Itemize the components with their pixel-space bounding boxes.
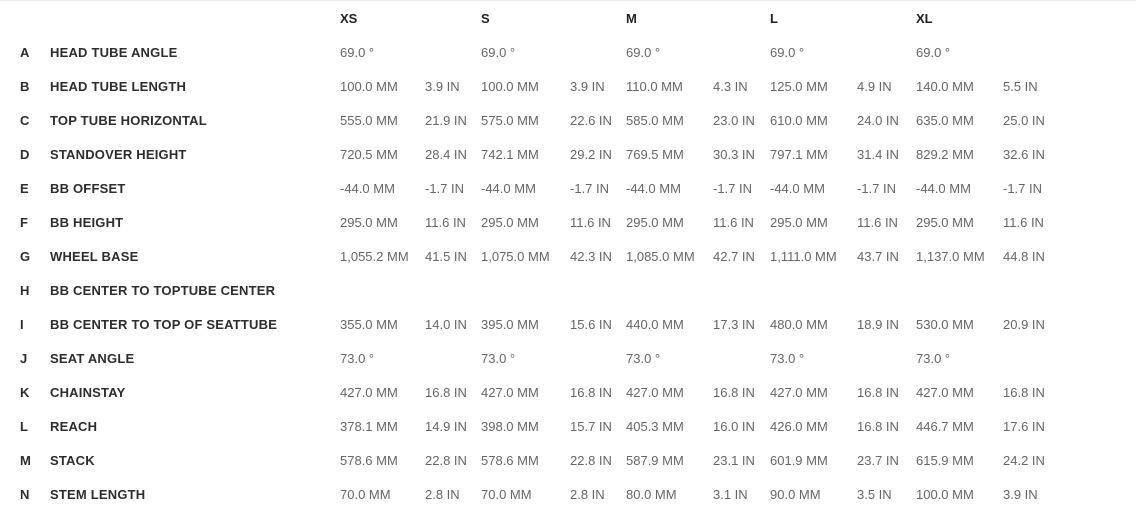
cell-mm-value: 395.0 MM (481, 316, 539, 332)
row-label: STANDOVER HEIGHT (50, 146, 187, 162)
cell-mm-value: 1,075.0 MM (481, 248, 550, 264)
row-letter: H (20, 282, 30, 298)
cell-mm-value: 427.0 MM (770, 384, 828, 400)
cell-mm-value: 398.0 MM (481, 418, 539, 434)
cell-in-value: 16.8 IN (425, 384, 467, 400)
row-label: BB HEIGHT (50, 214, 124, 230)
cell-in-value: 15.6 IN (570, 316, 612, 332)
cell-in-value: 2.8 IN (570, 486, 605, 502)
cell-mm-value: 578.6 MM (481, 452, 539, 468)
cell-mm-value: 427.0 MM (340, 384, 398, 400)
cell-in-value: 23.0 IN (713, 112, 755, 128)
cell-in-value: 16.8 IN (713, 384, 755, 400)
cell-mm-value: 446.7 MM (916, 418, 974, 434)
cell-mm-value: 295.0 MM (481, 214, 539, 230)
cell-mm-value: 555.0 MM (340, 112, 398, 128)
cell-mm-value: 73.0 ° (916, 350, 951, 366)
cell-in-value: 3.9 IN (1003, 486, 1038, 502)
cell-mm-value: 587.9 MM (626, 452, 684, 468)
cell-mm-value: 585.0 MM (626, 112, 684, 128)
cell-in-value: 16.8 IN (570, 384, 612, 400)
cell-in-value: 11.6 IN (857, 214, 898, 230)
cell-mm-value: 427.0 MM (481, 384, 539, 400)
row-label: CHAINSTAY (50, 384, 126, 400)
table-row (20, 103, 1136, 137)
cell-in-value: 5.5 IN (1003, 78, 1038, 94)
cell-in-value: 22.6 IN (570, 112, 612, 128)
cell-mm-value: 70.0 MM (340, 486, 391, 502)
cell-in-value: 44.8 IN (1003, 248, 1045, 264)
cell-in-value: 3.1 IN (713, 486, 748, 502)
cell-in-value: 3.9 IN (425, 78, 460, 94)
cell-in-value: 3.9 IN (570, 78, 605, 94)
cell-in-value: 11.6 IN (425, 214, 466, 230)
row-label: HEAD TUBE ANGLE (50, 44, 178, 60)
cell-in-value: -1.7 IN (857, 180, 897, 196)
table-row (20, 137, 1136, 171)
table-row (20, 307, 1136, 341)
cell-in-value: 31.4 IN (857, 146, 899, 162)
cell-in-value: -1.7 IN (1003, 180, 1043, 196)
table-row (20, 239, 1136, 273)
cell-in-value: 14.0 IN (425, 316, 467, 332)
table-row (20, 35, 1136, 69)
cell-mm-value: 295.0 MM (916, 214, 974, 230)
cell-in-value: 24.2 IN (1003, 452, 1045, 468)
table-header-row (20, 1, 1136, 35)
cell-in-value: 42.7 IN (713, 248, 755, 264)
row-letter: N (20, 486, 30, 502)
cell-mm-value: 742.1 MM (481, 146, 539, 162)
cell-in-value: 17.3 IN (713, 316, 755, 332)
row-letter: I (20, 316, 24, 332)
cell-mm-value: 480.0 MM (770, 316, 828, 332)
cell-in-value: 4.9 IN (857, 78, 892, 94)
cell-mm-value: 405.3 MM (626, 418, 684, 434)
cell-in-value: 18.9 IN (857, 316, 899, 332)
cell-mm-value: 829.2 MM (916, 146, 974, 162)
cell-in-value: 22.8 IN (425, 452, 467, 468)
row-label: TOP TUBE HORIZONTAL (50, 112, 207, 128)
row-letter: L (20, 418, 28, 434)
cell-in-value: 14.9 IN (425, 418, 467, 434)
cell-mm-value: 140.0 MM (916, 78, 974, 94)
cell-mm-value: 635.0 MM (916, 112, 974, 128)
cell-in-value: -1.7 IN (425, 180, 465, 196)
cell-in-value: 22.8 IN (570, 452, 612, 468)
cell-mm-value: 110.0 MM (626, 78, 683, 94)
cell-mm-value: 69.0 ° (770, 44, 805, 60)
cell-mm-value: 69.0 ° (626, 44, 661, 60)
cell-mm-value: 769.5 MM (626, 146, 684, 162)
cell-mm-value: 575.0 MM (481, 112, 539, 128)
cell-mm-value: -44.0 MM (481, 180, 536, 196)
size-header: XS (340, 10, 358, 26)
cell-mm-value: 100.0 MM (916, 486, 974, 502)
cell-in-value: 29.2 IN (570, 146, 612, 162)
cell-mm-value: 73.0 ° (340, 350, 375, 366)
cell-mm-value: 100.0 MM (340, 78, 398, 94)
row-label: BB OFFSET (50, 180, 126, 196)
row-letter: C (20, 112, 30, 128)
cell-in-value: 15.7 IN (570, 418, 612, 434)
cell-in-value: 16.8 IN (857, 418, 899, 434)
cell-mm-value: 427.0 MM (626, 384, 684, 400)
size-header: S (481, 10, 490, 26)
cell-mm-value: -44.0 MM (916, 180, 971, 196)
cell-in-value: -1.7 IN (570, 180, 610, 196)
cell-mm-value: -44.0 MM (770, 180, 825, 196)
cell-in-value: 4.3 IN (713, 78, 748, 94)
cell-mm-value: 73.0 ° (481, 350, 516, 366)
cell-in-value: 16.0 IN (713, 418, 755, 434)
row-letter: K (20, 384, 30, 400)
cell-in-value: 2.8 IN (425, 486, 460, 502)
table-row (20, 171, 1136, 205)
row-label: REACH (50, 418, 98, 434)
cell-in-value: 28.4 IN (425, 146, 467, 162)
cell-mm-value: 578.6 MM (340, 452, 398, 468)
cell-mm-value: 80.0 MM (626, 486, 677, 502)
row-letter: A (20, 44, 30, 60)
cell-mm-value: 1,085.0 MM (626, 248, 695, 264)
table-row (20, 409, 1136, 443)
cell-mm-value: 295.0 MM (626, 214, 684, 230)
cell-in-value: 11.6 IN (570, 214, 611, 230)
cell-mm-value: 426.0 MM (770, 418, 828, 434)
geometry-table (20, 1, 1136, 511)
row-label: SEAT ANGLE (50, 350, 135, 366)
cell-mm-value: 378.1 MM (340, 418, 398, 434)
row-label: STEM LENGTH (50, 486, 146, 502)
row-label: HEAD TUBE LENGTH (50, 78, 187, 94)
cell-mm-value: 601.9 MM (770, 452, 828, 468)
size-header: XL (916, 10, 933, 26)
table-row (20, 375, 1136, 409)
cell-in-value: 30.3 IN (713, 146, 755, 162)
cell-in-value: 41.5 IN (425, 248, 467, 264)
cell-mm-value: 73.0 ° (770, 350, 805, 366)
cell-mm-value: 530.0 MM (916, 316, 974, 332)
table-row (20, 443, 1136, 477)
row-letter: D (20, 146, 30, 162)
cell-mm-value: -44.0 MM (626, 180, 681, 196)
row-label: STACK (50, 452, 95, 468)
table-row (20, 205, 1136, 239)
cell-in-value: 17.6 IN (1003, 418, 1045, 434)
cell-mm-value: 797.1 MM (770, 146, 828, 162)
cell-in-value: -1.7 IN (713, 180, 753, 196)
size-header: L (770, 10, 778, 26)
cell-in-value: 23.1 IN (713, 452, 755, 468)
cell-mm-value: 295.0 MM (770, 214, 828, 230)
cell-mm-value: -44.0 MM (340, 180, 395, 196)
cell-mm-value: 615.9 MM (916, 452, 974, 468)
cell-mm-value: 720.5 MM (340, 146, 398, 162)
cell-in-value: 16.8 IN (1003, 384, 1045, 400)
row-letter: E (20, 180, 29, 196)
row-letter: B (20, 78, 30, 94)
row-label: WHEEL BASE (50, 248, 139, 264)
row-letter: G (20, 248, 31, 264)
cell-mm-value: 69.0 ° (916, 44, 951, 60)
table-row (20, 273, 1136, 307)
size-header: M (626, 10, 637, 26)
row-letter: M (20, 452, 31, 468)
cell-mm-value: 1,111.0 MM (770, 248, 837, 264)
cell-in-value: 43.7 IN (857, 248, 899, 264)
cell-in-value: 24.0 IN (857, 112, 899, 128)
cell-mm-value: 440.0 MM (626, 316, 684, 332)
cell-mm-value: 125.0 MM (770, 78, 828, 94)
cell-mm-value: 69.0 ° (340, 44, 375, 60)
cell-in-value: 42.3 IN (570, 248, 612, 264)
cell-in-value: 32.6 IN (1003, 146, 1045, 162)
cell-mm-value: 90.0 MM (770, 486, 821, 502)
cell-in-value: 25.0 IN (1003, 112, 1045, 128)
cell-mm-value: 295.0 MM (340, 214, 398, 230)
cell-in-value: 20.9 IN (1003, 316, 1045, 332)
cell-mm-value: 1,137.0 MM (916, 248, 985, 264)
cell-mm-value: 1,055.2 MM (340, 248, 409, 264)
cell-mm-value: 610.0 MM (770, 112, 828, 128)
cell-mm-value: 427.0 MM (916, 384, 974, 400)
row-label: BB CENTER TO TOPTUBE CENTER (50, 282, 276, 298)
table-row (20, 341, 1136, 375)
row-letter: F (20, 214, 28, 230)
row-letter: J (20, 350, 28, 366)
cell-mm-value: 70.0 MM (481, 486, 532, 502)
cell-in-value: 23.7 IN (857, 452, 899, 468)
row-label: BB CENTER TO TOP OF SEATTUBE (50, 316, 278, 332)
cell-in-value: 16.8 IN (857, 384, 899, 400)
cell-in-value: 21.9 IN (425, 112, 467, 128)
cell-mm-value: 73.0 ° (626, 350, 661, 366)
table-row (20, 477, 1136, 511)
cell-in-value: 11.6 IN (713, 214, 754, 230)
cell-in-value: 3.5 IN (857, 486, 892, 502)
cell-mm-value: 100.0 MM (481, 78, 539, 94)
cell-mm-value: 355.0 MM (340, 316, 398, 332)
cell-in-value: 11.6 IN (1003, 214, 1044, 230)
cell-mm-value: 69.0 ° (481, 44, 516, 60)
table-row (20, 69, 1136, 103)
